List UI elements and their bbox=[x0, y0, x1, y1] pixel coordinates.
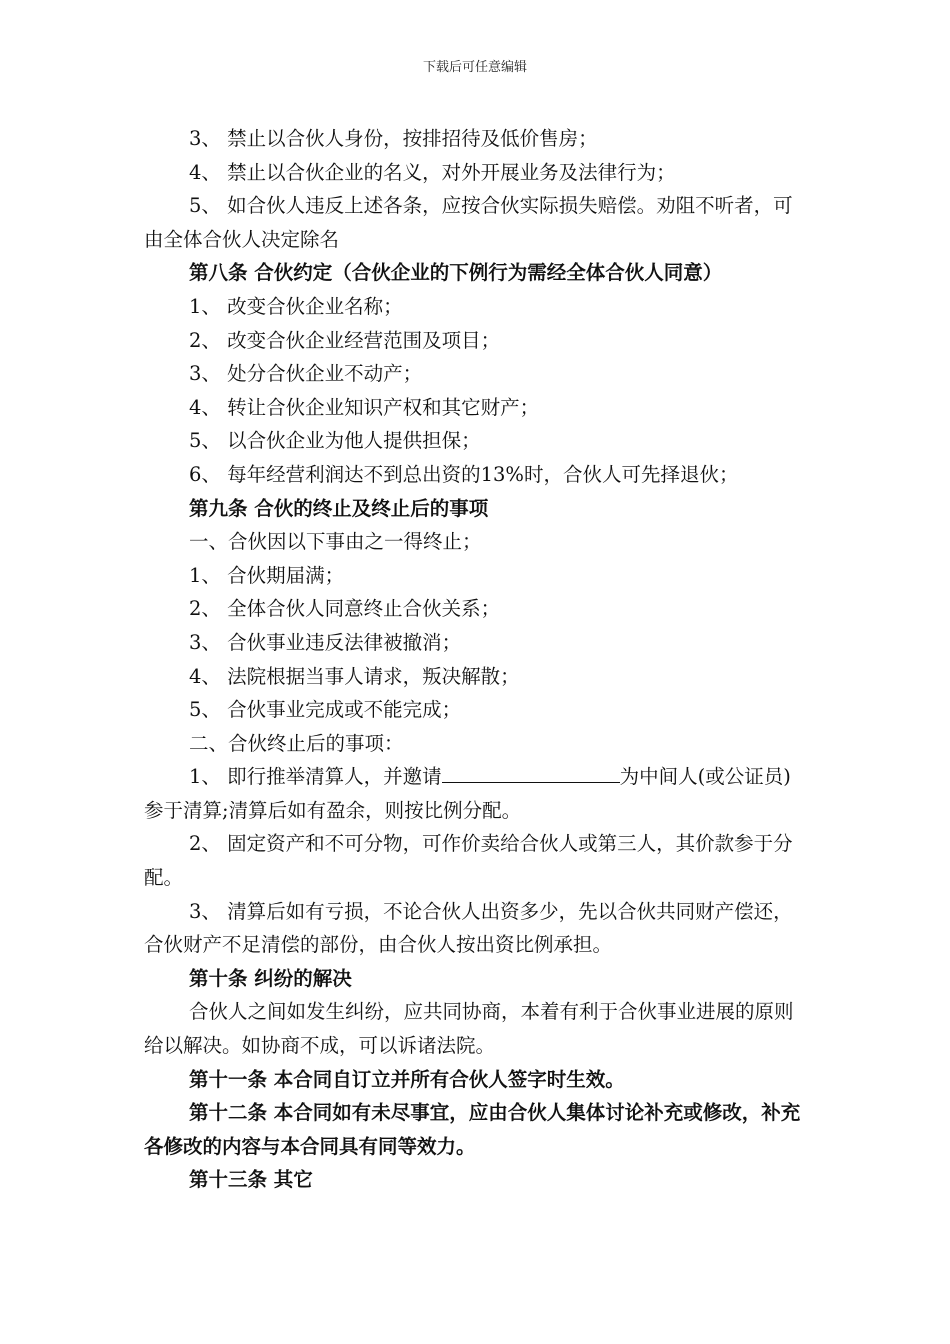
paragraph: 6、 每年经营利润达不到总出资的13%时，合伙人可先择退伙； bbox=[189, 462, 739, 486]
paragraph: 4、 法院根据当事人请求，叛决解散； bbox=[189, 664, 520, 688]
section-heading: 第九条 合伙的终止及终止后的事项 bbox=[189, 496, 489, 520]
paragraph: 5、 以合伙企业为他人提供担保； bbox=[189, 429, 481, 453]
paragraph: 2、 全体合伙人同意终止合伙关系； bbox=[189, 597, 501, 621]
paragraph: 5、 合伙事业完成或不能完成； bbox=[189, 698, 462, 722]
text-after-blank: 为中间人(或公证员)参于清算;清算后如有盈余，则按比例分配。 bbox=[144, 765, 791, 822]
paragraph-liquidator bbox=[144, 760, 806, 827]
paragraph: 1、 改变合伙企业名称； bbox=[189, 294, 403, 318]
lines-after-blank bbox=[144, 827, 806, 1197]
paragraph: 3、 处分合伙企业不动产； bbox=[189, 362, 423, 386]
document-body bbox=[144, 122, 806, 1197]
page-header: 下载后可任意编辑 bbox=[422, 60, 527, 75]
paragraph: 二、合伙终止后的事项： bbox=[189, 731, 404, 755]
section-heading: 第八条 合伙约定（合伙企业的下例行为需经全体合伙人同意） bbox=[189, 261, 723, 285]
paragraph: 2、 改变合伙企业经营范围及项目； bbox=[189, 328, 501, 352]
blank-field[interactable] bbox=[442, 762, 620, 783]
paragraph: 3、 禁止以合伙人身份，按排招待及低价售房； bbox=[189, 127, 598, 150]
paragraph: 合伙人之间如发生纠纷，应共同协商，本着有利于合伙事业进展的原则给以解决。如协商不成，可以诉诸法院。 bbox=[144, 1000, 794, 1058]
paragraph: 一、合伙因以下事由之一得终止； bbox=[189, 530, 482, 554]
section-heading: 第十一条 本合同自订立并所有合伙人签字时生效。 bbox=[189, 1067, 625, 1091]
lines-before-blank bbox=[144, 122, 806, 760]
paragraph: 3、 清算后如有亏损，不论合伙人出资多少，先以合伙共同财产偿还，合伙财产不足清偿的部份，由合伙人按出资比例承担。 bbox=[144, 899, 793, 957]
text-before-blank: 1、 即行推举清算人，并邀请 bbox=[189, 765, 442, 789]
paragraph: 4、 转让合伙企业知识产权和其它财产； bbox=[189, 395, 540, 419]
section-heading: 第十二条 本合同如有未尽事宜，应由合伙人集体讨论补充或修改，补充各修改的内容与本合同具有同等效力。 bbox=[144, 1101, 801, 1158]
paragraph: 5、 如合伙人违反上述各条，应按合伙实际损失赔偿。劝阻不听者，可由全体合伙人决定除名 bbox=[144, 194, 793, 251]
paragraph: 2、 固定资产和不可分物，可作价卖给合伙人或第三人，其价款参于分配。 bbox=[144, 832, 793, 890]
paragraph: 3、 合伙事业违反法律被撤消； bbox=[189, 630, 462, 654]
section-heading: 第十条 纠纷的解决 bbox=[189, 966, 352, 990]
paragraph: 4、 禁止以合伙企业的名义，对外开展业务及法律行为； bbox=[189, 160, 676, 184]
section-heading: 第十三条 其它 bbox=[189, 1168, 313, 1192]
paragraph: 1、 合伙期届满； bbox=[189, 563, 345, 587]
